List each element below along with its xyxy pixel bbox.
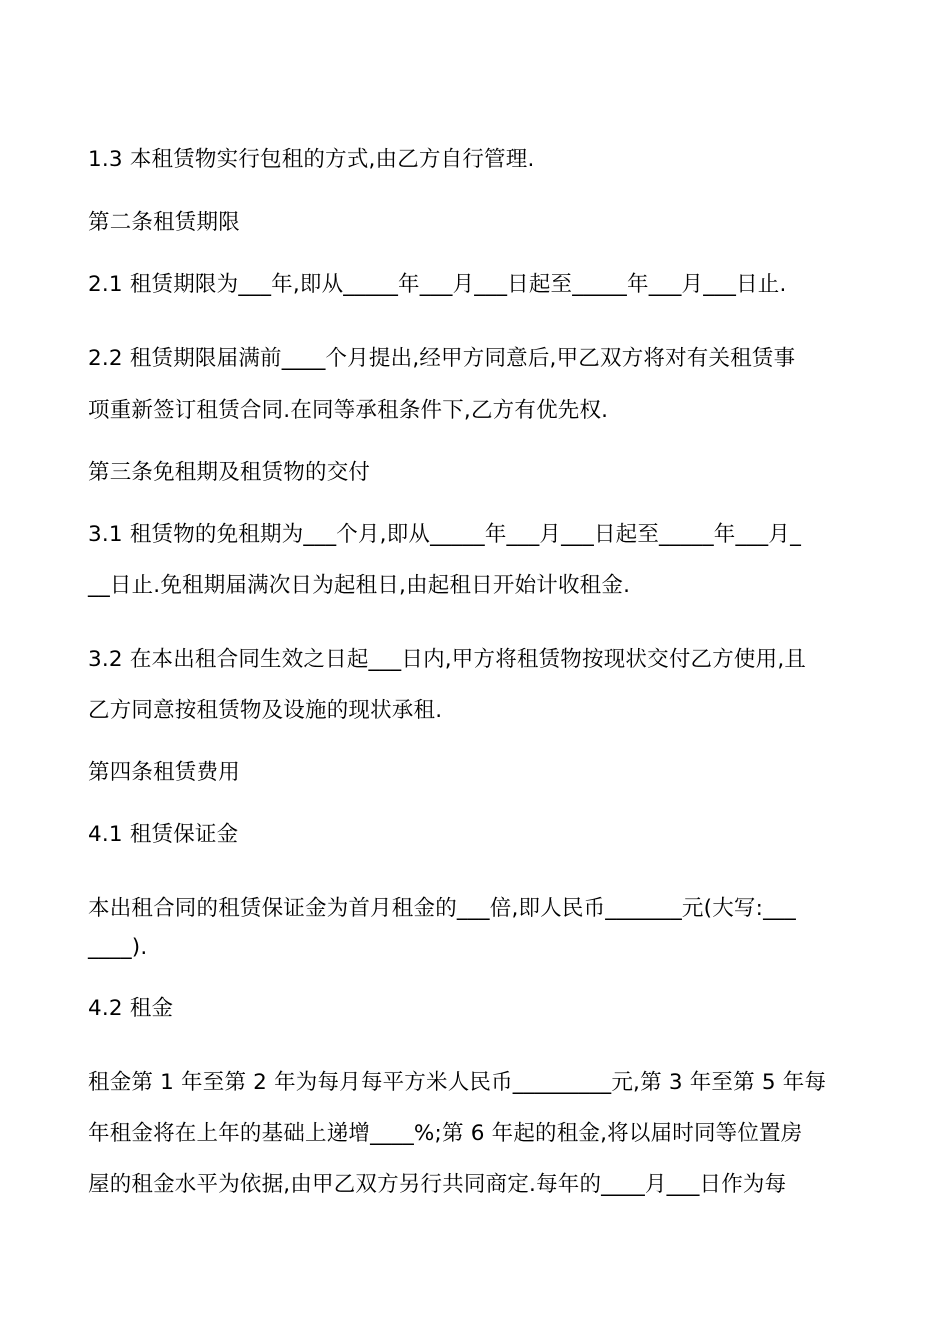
section-heading: 第二条租赁期限 (88, 210, 240, 235)
text-line: 乙方同意按租赁物及设施的现状承租. (88, 698, 443, 723)
text-line: 本出租合同的租赁保证金为首月租金的___倍,即人民币_______元(大写:___ (88, 896, 796, 921)
text-line: 3.2 在本出租合同生效之日起___日内,甲方将租赁物按现状交付乙方使用,且 (88, 647, 807, 672)
text-line: 屋的租金水平为依据,由甲乙双方另行共同商定.每年的____月___日作为每 (88, 1172, 787, 1197)
text-line: 年租金将在上年的基础上递增____%;第 6 年起的租金,将以届时同等位置房 (88, 1121, 803, 1146)
text-line: ____). (88, 935, 148, 960)
text-line: 2.2 租赁期限届满前____个月提出,经甲方同意后,甲乙双方将对有关租赁事 (88, 346, 796, 371)
text-line: 租金第 1 年至第 2 年为每月每平方米人民币_________元,第 3 年至第 5 年每 (88, 1070, 827, 1095)
text-line: 项重新签订租赁合同.在同等承租条件下,乙方有优先权. (88, 398, 609, 423)
text-line: 1.3 本租赁物实行包租的方式,由乙方自行管理. (88, 147, 535, 172)
section-heading: 第三条免租期及租赁物的交付 (88, 460, 371, 485)
subsection-heading: 4.2 租金 (88, 996, 174, 1021)
text-line: __日止.免租期届满次日为起租日,由起租日开始计收租金. (88, 573, 631, 598)
section-heading: 第四条租赁费用 (88, 760, 240, 785)
subsection-heading: 4.1 租赁保证金 (88, 822, 239, 847)
text-line: 2.1 租赁期限为___年,即从_____年___月___日起至_____年___月___日止. (88, 272, 787, 297)
text-line: 3.1 租赁物的免租期为___个月,即从_____年___月___日起至_____年___月_ (88, 522, 802, 547)
